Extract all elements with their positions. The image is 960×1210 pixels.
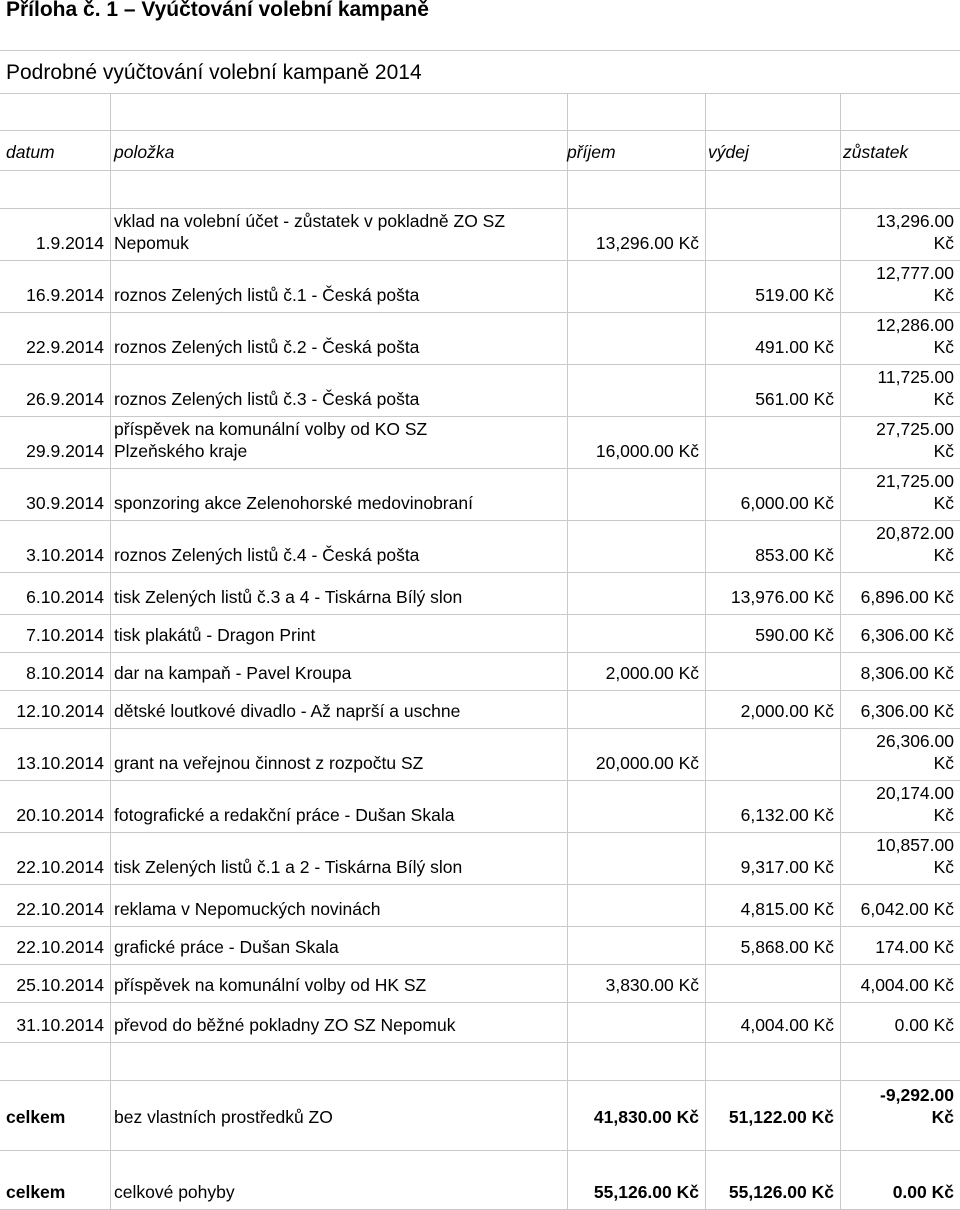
gridline-horizontal <box>0 728 960 729</box>
row-polozka: Plzeňského kraje <box>114 441 248 461</box>
row-zustatek: Kč <box>933 441 954 461</box>
row-polozka: sponzoring akce Zelenohorské medovinobraní <box>114 493 473 513</box>
row-polozka: příspěvek na komunální volby od HK SZ <box>114 975 427 995</box>
total-polozka: bez vlastních prostředků ZO <box>114 1107 333 1127</box>
gridline-vertical <box>567 93 568 1209</box>
gridline-horizontal <box>0 1042 960 1043</box>
row-zustatek: Kč <box>933 805 954 825</box>
row-polozka: roznos Zelených listů č.4 - Česká pošta <box>114 545 420 565</box>
row-zustatek: 20,872.00 <box>876 523 954 543</box>
gridline-horizontal <box>0 964 960 965</box>
gridline-horizontal <box>0 884 960 885</box>
row-polozka: roznos Zelených listů č.1 - Česká pošta <box>114 285 420 305</box>
row-vydej: 590.00 Kč <box>755 625 834 645</box>
row-polozka: dětské loutkové divadlo - Až naprší a uschne <box>114 701 461 721</box>
gridline-horizontal <box>0 312 960 313</box>
total-zustatek: Kč <box>931 1107 954 1127</box>
row-datum: 3.10.2014 <box>26 545 104 565</box>
row-polozka: příspěvek na komunální volby od KO SZ <box>114 419 428 439</box>
row-datum: 22.10.2014 <box>16 937 104 957</box>
row-zustatek: 20,174.00 <box>876 783 954 803</box>
row-polozka: roznos Zelených listů č.2 - Česká pošta <box>114 337 420 357</box>
row-datum: 22.10.2014 <box>16 899 104 919</box>
row-vydej: 13,976.00 Kč <box>730 587 834 607</box>
gridline-horizontal <box>0 468 960 469</box>
header-prijem: příjem <box>567 142 616 162</box>
row-zustatek: 21,725.00 <box>876 471 954 491</box>
row-datum: 31.10.2014 <box>16 1015 104 1035</box>
row-polozka: tisk Zelených listů č.3 a 4 - Tiskárna Bílý slon <box>114 587 463 607</box>
row-polozka: roznos Zelených listů č.3 - Česká pošta <box>114 389 420 409</box>
row-polozka: fotografické a redakční práce - Dušan Skala <box>114 805 455 825</box>
total-vydej: 55,126.00 Kč <box>728 1182 834 1202</box>
row-vydej: 9,317.00 Kč <box>740 857 834 877</box>
gridline-vertical <box>840 93 841 1209</box>
row-polozka: vklad na volební účet - zůstatek v pokladně ZO SZ <box>114 211 506 231</box>
row-zustatek: 27,725.00 <box>876 419 954 439</box>
gridline-horizontal <box>0 832 960 833</box>
total-polozka: celkové pohyby <box>114 1182 235 1202</box>
row-vydej: 853.00 Kč <box>755 545 834 565</box>
row-zustatek: 6,896.00 Kč <box>860 587 954 607</box>
gridline-horizontal <box>0 572 960 573</box>
gridline-horizontal <box>0 208 960 209</box>
gridline-horizontal <box>0 520 960 521</box>
row-datum: 25.10.2014 <box>16 975 104 995</box>
row-zustatek: Kč <box>933 337 954 357</box>
row-datum: 16.9.2014 <box>26 285 104 305</box>
gridline-horizontal <box>0 170 960 171</box>
row-vydej: 6,132.00 Kč <box>740 805 834 825</box>
row-prijem: 16,000.00 Kč <box>595 441 699 461</box>
row-zustatek: 174.00 Kč <box>875 937 954 957</box>
row-datum: 13.10.2014 <box>16 753 104 773</box>
header-polozka: položka <box>114 142 175 162</box>
row-datum: 29.9.2014 <box>26 441 104 461</box>
row-zustatek: Kč <box>933 233 954 253</box>
row-zustatek: Kč <box>933 285 954 305</box>
row-polozka: převod do běžné pokladny ZO SZ Nepomuk <box>114 1015 456 1035</box>
row-zustatek: 11,725.00 <box>877 367 954 387</box>
gridline-horizontal <box>0 130 960 131</box>
row-datum: 22.9.2014 <box>26 337 104 357</box>
row-zustatek: 26,306.00 <box>876 731 954 751</box>
row-datum: 7.10.2014 <box>26 625 104 645</box>
row-zustatek: 10,857.00 <box>876 835 954 855</box>
gridline-horizontal <box>0 1002 960 1003</box>
row-prijem: 20,000.00 Kč <box>595 753 699 773</box>
row-zustatek: Kč <box>933 545 954 565</box>
row-zustatek: 6,306.00 Kč <box>860 701 954 721</box>
row-zustatek: Kč <box>933 753 954 773</box>
gridline-vertical <box>110 93 111 1209</box>
row-zustatek: 12,286.00 <box>876 315 954 335</box>
row-datum: 22.10.2014 <box>16 857 104 877</box>
gridline-horizontal <box>0 614 960 615</box>
gridline-horizontal <box>0 260 960 261</box>
row-zustatek: Kč <box>933 389 954 409</box>
row-datum: 8.10.2014 <box>26 663 104 683</box>
row-zustatek: 4,004.00 Kč <box>860 975 954 995</box>
total-zustatek: -9,292.00 <box>880 1085 954 1105</box>
row-datum: 6.10.2014 <box>26 587 104 607</box>
total-zustatek: 0.00 Kč <box>892 1182 954 1202</box>
header-vydej: výdej <box>708 142 749 162</box>
gridline-horizontal <box>0 1080 960 1081</box>
total-prijem: 55,126.00 Kč <box>593 1182 699 1202</box>
header-datum: datum <box>6 142 55 162</box>
gridline-horizontal <box>0 93 960 94</box>
total-label: celkem <box>6 1107 66 1127</box>
row-zustatek: 13,296.00 <box>876 211 954 231</box>
gridline-horizontal <box>0 652 960 653</box>
row-prijem: 13,296.00 Kč <box>595 233 699 253</box>
row-zustatek: Kč <box>933 493 954 513</box>
gridline-horizontal <box>0 1150 960 1151</box>
total-prijem: 41,830.00 Kč <box>593 1107 699 1127</box>
gridline-horizontal <box>0 364 960 365</box>
document-title: Příloha č. 1 – Vyúčtování volební kampaně <box>6 0 429 21</box>
gridline-horizontal <box>0 416 960 417</box>
row-vydej: 4,004.00 Kč <box>740 1015 834 1035</box>
gridline-horizontal <box>0 926 960 927</box>
row-vydej: 491.00 Kč <box>755 337 834 357</box>
row-polozka: tisk Zelených listů č.1 a 2 - Tiskárna Bílý slon <box>114 857 463 877</box>
gridline-horizontal <box>0 690 960 691</box>
row-prijem: 3,830.00 Kč <box>605 975 699 995</box>
row-polozka: dar na kampaň - Pavel Kroupa <box>114 663 352 683</box>
row-vydej: 5,868.00 Kč <box>740 937 834 957</box>
row-zustatek: 6,306.00 Kč <box>860 625 954 645</box>
row-vydej: 6,000.00 Kč <box>740 493 834 513</box>
row-polozka: Nepomuk <box>114 233 189 253</box>
row-datum: 30.9.2014 <box>26 493 104 513</box>
gridline-vertical <box>705 93 706 1209</box>
row-vydej: 519.00 Kč <box>755 285 834 305</box>
row-zustatek: Kč <box>933 857 954 877</box>
sheet-title: Podrobné vyúčtování volební kampaně 2014 <box>6 61 422 84</box>
row-polozka: tisk plakátů - Dragon Print <box>114 625 316 645</box>
row-zustatek: 0.00 Kč <box>894 1015 954 1035</box>
row-vydej: 2,000.00 Kč <box>740 701 834 721</box>
total-label: celkem <box>6 1182 66 1202</box>
total-vydej: 51,122.00 Kč <box>728 1107 834 1127</box>
row-zustatek: 8,306.00 Kč <box>860 663 954 683</box>
header-zustatek: zůstatek <box>843 142 909 162</box>
row-vydej: 4,815.00 Kč <box>740 899 834 919</box>
gridline-horizontal <box>0 50 960 51</box>
row-polozka: grafické práce - Dušan Skala <box>114 937 339 957</box>
row-polozka: grant na veřejnou činnost z rozpočtu SZ <box>114 753 424 773</box>
row-polozka: reklama v Nepomuckých novinách <box>114 899 381 919</box>
row-zustatek: 12,777.00 <box>876 263 954 283</box>
row-datum: 12.10.2014 <box>16 701 104 721</box>
row-datum: 1.9.2014 <box>35 233 104 253</box>
gridline-horizontal <box>0 780 960 781</box>
row-prijem: 2,000.00 Kč <box>605 663 699 683</box>
row-datum: 26.9.2014 <box>26 389 104 409</box>
row-datum: 20.10.2014 <box>16 805 104 825</box>
row-vydej: 561.00 Kč <box>755 389 834 409</box>
row-zustatek: 6,042.00 Kč <box>860 899 954 919</box>
